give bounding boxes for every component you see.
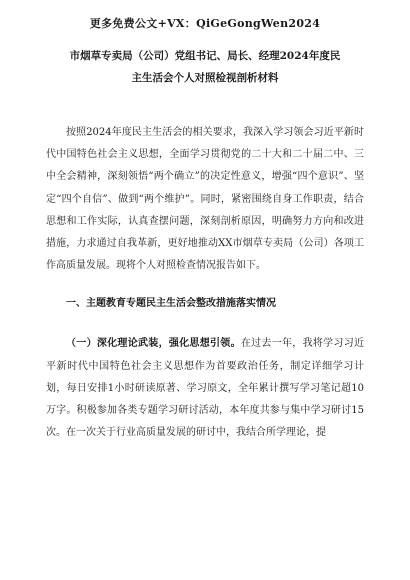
intro-line: 信”、做到“两个维护”。同时，紧密围绕自身工作职责， [92,193,344,205]
intro-line: 对照检查情况报告如下。 [156,260,266,272]
intro-line: 确努力方向和改进措施，力求通过自我革新，更好地推动 [46,215,365,250]
intro-line: XX市烟草专卖局（公司）各项工作高质量发展。现将个人 [46,238,364,272]
intro-line: 结合思想和工作实际，认真查摆问题，深刻剖析原因，明 [46,193,365,227]
subsection-paragraph-1 [46,333,364,444]
subsection-line: 一次关于行业高质量发展的研讨中，我结合所学理论，提 [76,427,326,439]
subsection-line: 我将学习习近平新时代中国特色社会主义思想作为首要政 [46,338,365,372]
subsection-line: 治任务，制定详细学习计划，每日安排1小时研读原著、学 [46,360,365,394]
intro-paragraph [46,122,364,277]
subsection-line: 专题学习研讨活动，本年度共参与集中学习研讨15次。在 [46,405,365,439]
title-line-1: 市烟草专卖局（公司）党组书记、局长、经理2024年度民 [69,50,341,62]
intro-line: 确立”的决定性意义，增强“四个意识”、坚定“四个自 [46,171,364,205]
intro-line: 按照2024年度民主生活会的相关要求，我深入学习领 [66,127,304,138]
title-line-2: 主生活会个人对照检视剖析材料 [131,72,279,84]
intro-line: 的二十大和二十届二中、三中全会精神，深刻领悟“两个 [46,149,365,183]
subsection-heading-1: （一）深化理论武装，强化思想引领。 [66,338,241,350]
document-title [46,45,364,89]
promo-banner: 更多免费公文+VX：QiGeGongWen2024 [89,17,321,30]
subsection-text: 在过去一年， [240,338,303,350]
section-heading-1: 一、主题教育专题民主生活会整改措施落实情况 [66,298,276,310]
intro-line: 会习近平新时代中国特色社会主义思想，全面学习贯彻党 [46,127,365,161]
subsection-line: 习原文，全年累计撰写学习笔记超10万字。积极参加各类 [46,382,364,417]
